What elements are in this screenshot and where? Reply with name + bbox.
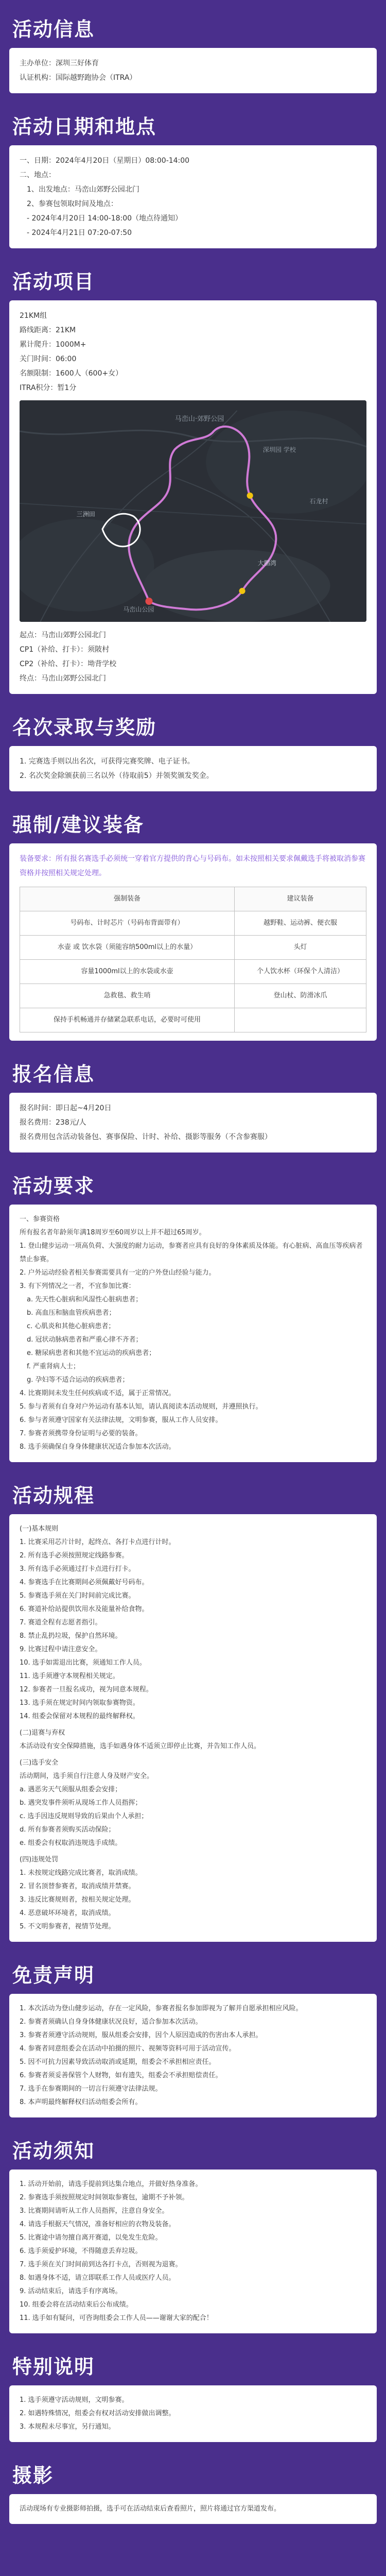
gear-table bbox=[20, 887, 366, 1032]
gear-cell: 保持手机畅通并存储紧急联系电话，必要时可使用 bbox=[20, 1008, 235, 1032]
card-special bbox=[9, 2385, 377, 2442]
cert-value: 国际越野跑协会（ITRA） bbox=[56, 74, 137, 82]
gear-col-required: 强制装备 bbox=[20, 887, 235, 911]
section-title-signup: 报名信息 bbox=[12, 1063, 95, 1086]
rule-item: 1. 未按规定线路完成比赛者，取消成绩。 bbox=[20, 1869, 142, 1877]
requirement-item: d. 冠状动脉病患者和严重心律不齐者； bbox=[27, 1336, 143, 1344]
disclaimer-item: 6. 参赛者须妥善保管个人财物，如有遗失，组委会不承担赔偿责任。 bbox=[20, 2072, 222, 2079]
requirement-item: 7. 参赛者须携带身份证明与必要的装备。 bbox=[20, 1430, 142, 1437]
section-notice bbox=[9, 2135, 377, 2333]
place-label: 二、地点： bbox=[20, 171, 56, 179]
card-info bbox=[9, 48, 377, 93]
notice-item: 5. 比赛途中请勿擅自离开赛道，以免发生危险。 bbox=[20, 2234, 162, 2242]
section-project bbox=[9, 266, 377, 694]
notice-item: 4. 请选手根据天气情况，准备好相应的衣物及装备。 bbox=[20, 2221, 176, 2228]
card-signup bbox=[9, 1093, 377, 1153]
section-title-requirements: 活动要求 bbox=[12, 1175, 95, 1197]
card-datetime bbox=[9, 145, 377, 248]
disclaimer-item: 1. 本次活动为登山健步运动，存在一定风险，参赛者报名参加即视为了解并自愿承担相应风险。 bbox=[20, 2005, 303, 2012]
section-gear bbox=[9, 809, 377, 1041]
notice-item: 3. 比赛期间请听从工作人员指挥，注意自身安全。 bbox=[20, 2207, 169, 2215]
organizer-label: 主办单位： bbox=[20, 59, 56, 67]
rule-item: d. 所有参赛者须购买活动保险； bbox=[20, 1826, 115, 1834]
card-photo bbox=[9, 2494, 377, 2524]
place-line: 1、出发地点：马峦山郊野公园北门 bbox=[27, 185, 139, 194]
cert-label: 认证机构： bbox=[20, 74, 56, 82]
rule-item: 8. 禁止乱扔垃圾，保护自然环境。 bbox=[20, 1632, 122, 1640]
rule-item: 4. 参赛选手在比赛期间必须佩戴好号码布。 bbox=[20, 1579, 149, 1586]
rule-item: a. 遇恶劣天气须服从组委会安排； bbox=[20, 1786, 122, 1793]
rule-item: 12. 参赛者一旦报名成功，视为同意本规程。 bbox=[20, 1686, 153, 1693]
card-disclaimer bbox=[9, 1994, 377, 2117]
card-requirements bbox=[9, 1205, 377, 1462]
map-label: 马峦山·郊野公园 bbox=[174, 415, 224, 423]
place-line: - 2024年4月21日 07:20-07:50 bbox=[27, 229, 132, 237]
section-requirements bbox=[9, 1170, 377, 1462]
rule-item: 11. 选手须遵守本规程相关规定。 bbox=[20, 1672, 119, 1680]
rule-item: 活动期间，选手须自行注意人身及财产安全。 bbox=[20, 1772, 154, 1780]
project-line: 关门时间：06:00 bbox=[20, 355, 77, 363]
card-gear bbox=[9, 843, 377, 1041]
prize-line: 2. 名次奖金除颁获前三名以外（待取前5）并领奖颁发奖金。 bbox=[20, 772, 214, 780]
rule-item: 13. 选手须在规定时间内领取参赛物资。 bbox=[20, 1699, 139, 1707]
section-title-datetime: 活动日期和地点 bbox=[12, 115, 157, 138]
section-photo bbox=[9, 2460, 377, 2524]
rule-item: 7. 赛道全程有志愿者指引。 bbox=[20, 1619, 102, 1626]
disclaimer-item: 7. 选手在参赛期间的一切言行须遵守法律法规。 bbox=[20, 2085, 162, 2093]
notice-item: 1. 活动开始前，请选手提前到达集合地点，并做好热身准备。 bbox=[20, 2180, 202, 2188]
section-special bbox=[9, 2351, 377, 2442]
section-datetime bbox=[9, 111, 377, 248]
rule-item: 5. 不文明参赛者，视情节处理。 bbox=[20, 1923, 115, 1930]
place-line: - 2024年4月20日 14:00-18:00（地点待通知） bbox=[27, 214, 183, 223]
requirement-item: b. 高血压和脑血管疾病患者； bbox=[27, 1309, 116, 1317]
rule-item: (三)选手安全 bbox=[20, 1759, 59, 1767]
rule-item: c. 选手因违反规则导致的后果由个人承担； bbox=[20, 1812, 148, 1820]
route-map[interactable] bbox=[20, 400, 366, 622]
checkpoint: CP1（补给、打卡）：须陂村 bbox=[20, 646, 110, 654]
photo-text: 活动现场有专业摄影师拍摄，选手可在活动结束后查看照片，照片将通过官方渠道发布。 bbox=[20, 2505, 281, 2513]
section-title-notice: 活动须知 bbox=[12, 2140, 95, 2162]
notice-item: 11. 选手如有疑问，可咨询组委会工作人员——谢谢大家的配合！ bbox=[20, 2314, 213, 2322]
disclaimer-item: 4. 参赛者同意组委会在活动中拍摄的照片、视频等资料可用于活动宣传。 bbox=[20, 2045, 236, 2053]
project-line: 累计爬升：1000M+ bbox=[20, 341, 86, 349]
card-prize bbox=[9, 746, 377, 791]
table-row bbox=[20, 936, 366, 960]
gear-cell: 容量1000ml以上的水袋或水壶 bbox=[20, 960, 235, 984]
section-rules bbox=[9, 1480, 377, 1942]
section-disclaimer bbox=[9, 1959, 377, 2117]
rule-item: (一)基本规则 bbox=[20, 1525, 59, 1533]
gear-col-suggest: 建议装备 bbox=[235, 887, 366, 911]
disclaimer-item: 5. 因不可抗力因素导致活动取消或延期，组委会不承担相应责任。 bbox=[20, 2058, 216, 2066]
rule-item: 10. 选手如需退出比赛，须通知工作人员。 bbox=[20, 1659, 146, 1667]
table-row bbox=[20, 911, 366, 936]
section-title-special: 特别说明 bbox=[12, 2355, 95, 2378]
requirement-item: a. 先天性心脏病和风湿性心脏病患者； bbox=[27, 1296, 143, 1303]
checkpoint: CP2（补给、打卡）：坳背学校 bbox=[20, 660, 117, 668]
date-label: 一、日期： bbox=[20, 157, 56, 165]
requirement-item: g. 孕妇等不适合运动的疾病患者； bbox=[27, 1376, 129, 1384]
map-label: 石龙村 bbox=[309, 498, 328, 505]
requirement-item: 4. 比赛期间未发生任何疾病或不适，属于正常情况。 bbox=[20, 1389, 176, 1397]
gear-cell: 越野鞋、运动裤、便衣服 bbox=[235, 911, 366, 936]
map-label: 三洲田 bbox=[76, 511, 95, 518]
rule-item: 1. 比赛采用芯片计时，起终点、各打卡点进行计时。 bbox=[20, 1538, 176, 1546]
rule-item: 2. 冒名顶替参赛者，取消成绩并禁赛。 bbox=[20, 1883, 135, 1890]
requirement-item: 2. 户外运动经验者相关参赛需要具有一定的户外登山经验与能力。 bbox=[20, 1269, 216, 1277]
section-title-disclaimer: 免责声明 bbox=[12, 1964, 95, 1987]
signup-line: 报名时间：即日起~4月20日 bbox=[20, 1104, 112, 1112]
date-value: 2024年4月20日（星期日）08:00-14:00 bbox=[56, 157, 190, 165]
section-prize bbox=[9, 711, 377, 791]
map-label: 大鹏湾 bbox=[257, 560, 276, 567]
gear-cell: 水壶 或 饮水袋（须能容纳500ml以上的水量） bbox=[20, 936, 235, 960]
rule-item: 5. 参赛选手须在关门时间前完成比赛。 bbox=[20, 1592, 135, 1600]
requirement-item: c. 心肌炎和其他心脏病患者； bbox=[27, 1323, 115, 1330]
rule-item: 3. 所有选手必须通过打卡点进行打卡。 bbox=[20, 1565, 135, 1573]
gear-cell bbox=[235, 1008, 366, 1032]
section-info bbox=[9, 13, 377, 93]
section-title-gear: 强制/建议装备 bbox=[12, 814, 144, 836]
requirement-item: 5. 参与者须有自身对户外运动有基本认知，请认真阅读本活动规则，并遵照执行。 bbox=[20, 1403, 262, 1411]
section-title-project: 活动项目 bbox=[12, 270, 95, 293]
gear-cell: 头灯 bbox=[235, 936, 366, 960]
requirement-item: 6. 参与者须遵守国家有关法律法规，文明参赛，服从工作人员安排。 bbox=[20, 1416, 222, 1424]
section-title-rules: 活动规程 bbox=[12, 1484, 95, 1507]
requirements-heading: 一、参赛资格 bbox=[20, 1215, 60, 1223]
table-row bbox=[20, 1008, 366, 1032]
notice-item: 7. 选手须在关门时间前到达各打卡点，否则视为退赛。 bbox=[20, 2261, 182, 2268]
gear-cell: 急救毯、救生哨 bbox=[20, 984, 235, 1008]
gear-cell: 个人饮水杯（环保个人清洁） bbox=[235, 960, 366, 984]
disclaimer-item: 3. 参赛者须遵守活动规则，服从组委会安排，因个人原因造成的伤害由本人承担。 bbox=[20, 2031, 262, 2039]
gear-intro: 装备要求：所有报名赛选手必须统一穿着官方提供的背心与号码布。如未按照相关要求佩戴选手将被取消参赛资格并按照相关规定处理。 bbox=[20, 855, 365, 877]
special-item: 2. 如遇特殊情况，组委会有权对活动安排做出调整。 bbox=[20, 2410, 176, 2417]
rule-item: 9. 比赛过程中请注意安全。 bbox=[20, 1646, 102, 1653]
special-item: 3. 本规程未尽事宜，另行通知。 bbox=[20, 2423, 115, 2431]
notice-item: 6. 选手须爱护环境，不得随意丢弃垃圾。 bbox=[20, 2247, 142, 2255]
place-line: 2、参赛包领取时间及地点： bbox=[27, 200, 118, 208]
checkpoint: 起点：马峦山郊野公园北门 bbox=[20, 631, 106, 639]
rule-item: (二)退赛与弃权 bbox=[20, 1729, 65, 1737]
start-marker bbox=[145, 598, 152, 605]
requirement-item: e. 糖尿病患者和其他不宜运动的疾病患者； bbox=[27, 1349, 156, 1357]
requirement-item: 1. 登山健步运动一项高负荷、大强度的耐力运动，参赛者应具有良好的身体素质及体能。有心脏病、高血压等疾病者禁止参赛。 bbox=[20, 1242, 363, 1263]
section-title-info: 活动信息 bbox=[12, 18, 95, 41]
rule-item: 2. 所有选手必须按照规定线路参赛。 bbox=[20, 1552, 129, 1560]
map-label: 马峦山公园 bbox=[123, 606, 154, 613]
disclaimer-item: 2. 参赛者须确认自身身体健康状况良好，适合参加本次活动。 bbox=[20, 2018, 202, 2026]
signup-line: 报名费用：238元/人 bbox=[20, 1118, 86, 1127]
notice-item: 2. 参赛选手须按照规定时间领取参赛包，逾期不予补领。 bbox=[20, 2194, 189, 2201]
rule-item: e. 组委会有权取消违规选手成绩。 bbox=[20, 1839, 122, 1847]
rule-item: 4. 恶意破坏环境者，取消成绩。 bbox=[20, 1909, 115, 1917]
disclaimer-item: 8. 本声明最终解释权归活动组委会所有。 bbox=[20, 2098, 142, 2106]
notice-item: 9. 活动结束后，请选手有序离场。 bbox=[20, 2287, 122, 2295]
map-label: 深圳园 学校 bbox=[262, 446, 296, 453]
special-item: 1. 选手须遵守活动规则，文明参赛。 bbox=[20, 2396, 129, 2404]
gear-cell: 号码布、计时芯片（号码布背面带有） bbox=[20, 911, 235, 936]
section-signup bbox=[9, 1058, 377, 1153]
signup-line: 报名费用包含活动装备包、赛事保险、计时、补给、摄影等服务（不含参赛服） bbox=[20, 1133, 272, 1141]
checkpoint: 终点：马峦山郊野公园北门 bbox=[20, 674, 106, 683]
rule-item: 6. 赛道补给站提供饮用水及能量补给食物。 bbox=[20, 1605, 149, 1613]
organizer-value: 深圳三好体育 bbox=[56, 59, 99, 67]
card-rules bbox=[9, 1514, 377, 1942]
rule-item: b. 遇突发事件须听从现场工作人员指挥； bbox=[20, 1799, 142, 1807]
section-title-photo: 摄影 bbox=[12, 2464, 54, 2487]
notice-item: 10. 组委会将在活动结束后公布成绩。 bbox=[20, 2301, 133, 2309]
project-line: 路线距离：21KM bbox=[20, 326, 76, 334]
rule-item: 14. 组委会保留对本规程的最终解释权。 bbox=[20, 1713, 139, 1720]
rule-item: 3. 违反比赛规则者，按相关规定处理。 bbox=[20, 1896, 135, 1904]
rule-item: 本活动设有安全保障措施，选手如遇身体不适须立即停止比赛，并告知工作人员。 bbox=[20, 1742, 261, 1750]
requirement-item: 3. 有下列情况之一者，不宜参加比赛： bbox=[20, 1282, 135, 1290]
route-map-svg bbox=[20, 400, 366, 622]
card-project bbox=[9, 300, 377, 694]
table-row bbox=[20, 984, 366, 1008]
table-row bbox=[20, 960, 366, 984]
project-line: ITRA积分：暂1分 bbox=[20, 384, 77, 392]
requirement-item: 8. 选手须确保自身身体健康状况适合参加本次活动。 bbox=[20, 1443, 176, 1451]
rule-item: (四)违规处罚 bbox=[20, 1856, 59, 1863]
prize-line: 1. 完赛选手则以出名次，可获得完赛奖牌、电子证书。 bbox=[20, 757, 195, 766]
section-title-prize: 名次录取与奖励 bbox=[12, 716, 157, 739]
project-line: 名额限制：1600人（600+女） bbox=[20, 369, 123, 378]
project-line: 21KM组 bbox=[20, 312, 47, 320]
notice-item: 8. 如遇身体不适，请立即联系工作人员或医疗人员。 bbox=[20, 2274, 176, 2282]
requirements-intro: 所有报名者年龄须年满18周岁至60周岁以上并不超过65周岁。 bbox=[20, 1229, 206, 1236]
gear-cell: 登山杖、防滑冰爪 bbox=[235, 984, 366, 1008]
requirement-item: f. 严重肾病人士； bbox=[27, 1363, 80, 1370]
card-notice bbox=[9, 2170, 377, 2333]
